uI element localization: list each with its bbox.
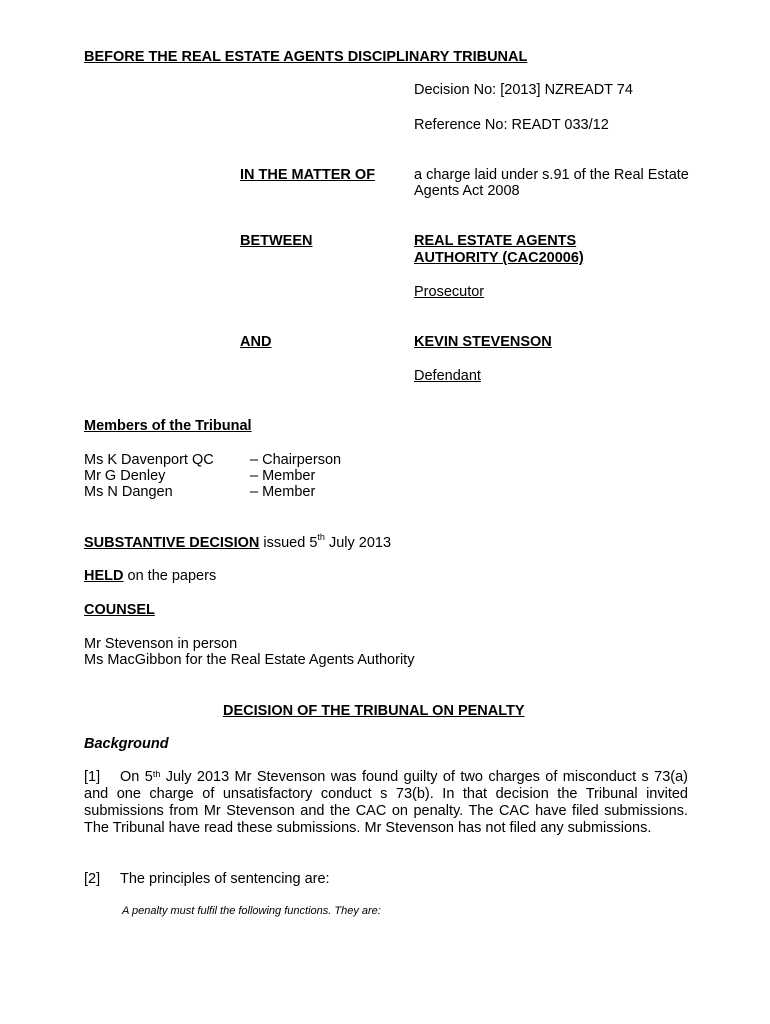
substantive-decision-line <box>84 532 392 551</box>
held-text: on the papers <box>123 568 217 584</box>
between-label: BETWEEN <box>240 233 313 249</box>
member-name: Ms K Davenport QC <box>84 452 214 468</box>
paragraph-text: July 2013 Mr Stevenson was found guilty of two charges of misconduct s 73(a) and one charge of unsatisfactory conduct s 73(b). In that decision the Tribunal invited submissions from Mr Stevenson and the CAC on penalty. The CAC have filed submissions. The Tribunal have read these submissions. Mr Stevenson has not filed any submissions. <box>84 769 689 836</box>
paragraph-text-start: On 5 <box>120 769 153 785</box>
paragraph-2 <box>84 871 330 887</box>
paragraph-number: [2] <box>84 871 101 887</box>
held-line <box>84 568 216 584</box>
substantive-decision-text: issued 5 <box>259 535 318 551</box>
counsel-line-2: Ms MacGibbon for the Real Estate Agents Authority <box>84 652 415 668</box>
member-role: – Member <box>250 468 316 484</box>
defendant-name: KEVIN STEVENSON <box>414 334 552 350</box>
substantive-decision-date: July 2013 <box>324 535 392 551</box>
members-heading: Members of the Tribunal <box>84 418 252 434</box>
paragraph-1 <box>84 769 688 837</box>
held-label: HELD <box>84 568 124 584</box>
tribunal-title: BEFORE THE REAL ESTATE AGENTS DISCIPLINARY TRIBUNAL <box>84 49 528 65</box>
reference-number: Reference No: READT 033/12 <box>414 117 609 133</box>
substantive-decision-label: SUBSTANTIVE DECISION <box>84 535 260 551</box>
quoted-text: A penalty must fulfil the following functions. They are: <box>122 905 381 917</box>
member-role: – Chairperson <box>250 452 342 468</box>
ordinal-suffix: th <box>317 532 325 542</box>
prosecutor-name-line-1: REAL ESTATE AGENTS <box>414 233 577 249</box>
counsel-heading: COUNSEL <box>84 602 155 618</box>
counsel-line-1: Mr Stevenson in person <box>84 636 238 652</box>
member-name: Mr G Denley <box>84 468 166 484</box>
defendant-role: Defendant <box>414 368 481 384</box>
matter-line-2: Agents Act 2008 <box>414 183 520 199</box>
matter-line-1: a charge laid under s.91 of the Real Estate <box>414 167 689 183</box>
background-heading: Background <box>84 736 169 752</box>
decision-heading: DECISION OF THE TRIBUNAL ON PENALTY <box>223 703 525 719</box>
paragraph-text: The principles of sentencing are: <box>120 871 330 887</box>
and-label: AND <box>240 334 272 350</box>
member-name: Ms N Dangen <box>84 484 173 500</box>
ordinal-suffix: th <box>152 769 161 779</box>
member-role: – Member <box>250 484 316 500</box>
decision-number: Decision No: [2013] NZREADT 74 <box>414 82 633 98</box>
prosecutor-name-line-2: AUTHORITY (CAC20006) <box>414 250 584 266</box>
in-the-matter-label: IN THE MATTER OF <box>240 167 376 183</box>
paragraph-number: [1] <box>84 769 101 785</box>
prosecutor-role: Prosecutor <box>414 284 485 300</box>
